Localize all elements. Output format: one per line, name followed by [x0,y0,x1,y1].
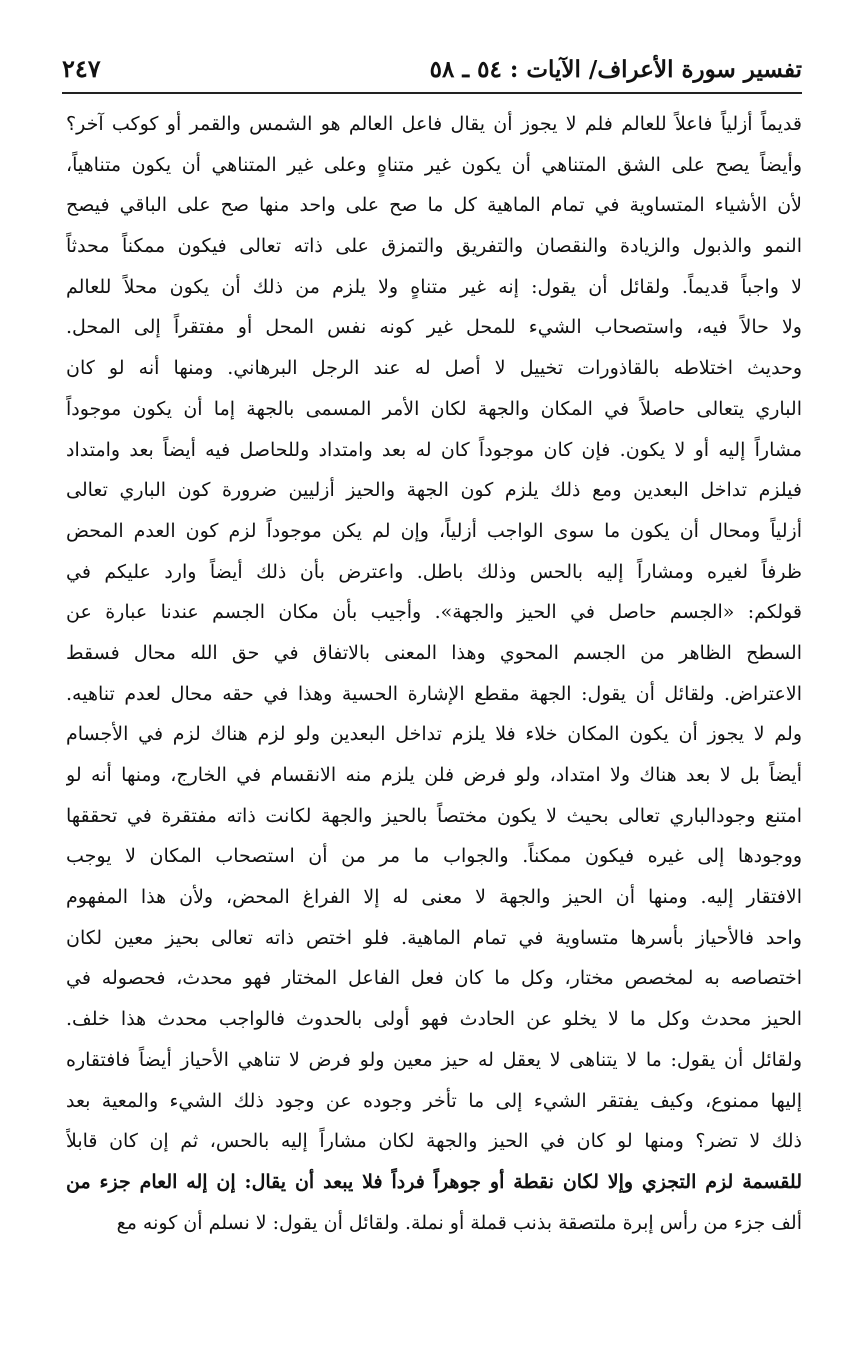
text-line: أيضاً بل لا بعد هناك ولا امتداد، ولو فرض فلن يلزم منه الانقسام في الخارج، ومنها أنه لو [66,764,802,786]
text-line: النمو والذبول والزيادة والنقصان والتفريق والتمزق على ذاته تعالى فيكون ممكناً محدثاً [66,235,802,258]
text-line: اختصاصه به لمخصص مختار، وكل ما كان فعل الفاعل المختار فهو محدث، فحصوله في [66,967,802,990]
text-line: قولكم: «الجسم حاصل في الحيز والجهة». وأجيب بأن مكان الجسم عندنا عبارة عن [66,601,802,624]
text-line: امتنع وجودالباري تعالى بحيث لا يكون مختصاً بالحيز والجهة لكانت ذاته مفتقرة في تحققها [66,804,802,827]
text-line: فيلزم تداخل البعدين ومع ذلك يلزم كون الجهة والحيز أزليين ضرورة كون الباري تعالى [66,479,802,502]
quoted-verse-line: للقسمة لزم التجزي وإلا لكان نقطة أو جوهراً فرداً فلا يبعد أن يقال: إن إله العام جزء من [66,1170,802,1193]
text-line: ولم لا يجوز أن يكون المكان خلاء فلا يلزم تداخل البعدين ولو لزم هناك لزم في الأجسام [66,723,802,746]
text-line: لأن الأشياء المتساوية في تمام الماهية كل ما صح على واحد منها صح على الباقي فيصح [66,194,802,217]
text-line: واحد فالأحياز بأسرها متساوية في تمام الماهية. فلو اختص ذاته تعالى بحيز معين لكان [66,926,802,949]
page-number: ٢٤٧ [62,54,101,83]
text-line: الباري يتعالى حاصلاً في المكان والجهة لكان الأمر المسمى بالجهة إما أن يكون موجوداً [66,397,802,420]
text-line: الافتقار إليه. ومنها أن الحيز والجهة لا معنى له إلا الفراغ المحض، ولأن هذا المفهوم [66,886,802,909]
text-line: ووجودها إلى غيره فيكون ممكناً. والجواب ما مر من أن استصحاب المكان لا يوجب [66,845,802,868]
text-line: ذلك لا تضر؟ ومنها لو كان في الحيز والجهة لكان مشاراً إليه بالحس، ثم إن كان قابلاً [66,1130,802,1153]
text-line: لا واجباً قديماً. ولقائل أن يقول: إنه غير متناهٍ ولا يلزم من ذلك أن يكون محلاً للعالم [66,275,802,298]
text-line: ولا حالاً فيه، واستصحاب الشيء للمحل غير كونه نفس المحل أو مفتقراً إلى المحل. [66,316,802,339]
text-line: ألف جزء من رأس إبرة ملتصقة بذنب قملة أو نملة. ولقائل أن يقول: لا نسلم أن كونه مع [116,1211,802,1234]
text-line: ولقائل أن يقول: ما لا يتناهى لا يعقل له حيز معين ولو فرض لا تناهي الأحياز أيضاً فافتقاره [66,1048,802,1071]
text-line: أزلياً ومحال أن يكون ما سوى الواجب أزلياً، وإن لم يكن موجوداً لزم كون العدم المحض [66,519,802,542]
running-title: تفسير سورة الأعراف/ الآيات : ٥٤ ـ ٥٨ [429,56,802,83]
text-line: وحديث اختلاطه بالقاذورات تخييل لا أصل له عند الرجل البرهاني. ومنها أنه لو كان [66,357,802,380]
text-line: الحيز محدث وكل ما لا يخلو عن الحادث فهو أولى بالحدوث فالواجب محدث هذا خلف. [66,1008,802,1031]
text-line: قديماً أزلياً فاعلاً للعالم فلم لا يجوز أن يقال فاعل العالم هو الشمس والقمر أو كوكب آخر؟ [66,113,802,135]
text-line: ظرفاً لغيره ومشاراً إليه بالحس وذلك باطل. واعترض بأن ذلك أيضاً وارد عليكم في [66,560,802,583]
text-line: إليها ممنوع، وكيف يفتقر الشيء إلى ما تأخر وجوده عن وجود ذلك الشيء والمعية بعد [66,1089,802,1112]
text-line: وأيضاً يصح على الشق المتناهي أن يكون غير متناهٍ وعلى غير المتناهي أن يكون متناهياً، [66,153,802,176]
page-header [62,50,802,94]
text-line: مشاراً إليه أو لا يكون. فإن كان موجوداً كان له بعد وامتداد وللحاصل فيه أيضاً بعد وامتداد [66,438,802,461]
text-line: الاعتراض. ولقائل أن يقول: الجهة مقطع الإشارة الحسية وهذا في حقه محال لعدم تناهيه. [66,682,802,705]
header-rule [62,92,802,94]
text-line: السطح الظاهر من الجسم المحوي وهذا المعنى بالاتفاق في حق الله محال فسقط [66,641,802,664]
body-text [66,104,802,1243]
